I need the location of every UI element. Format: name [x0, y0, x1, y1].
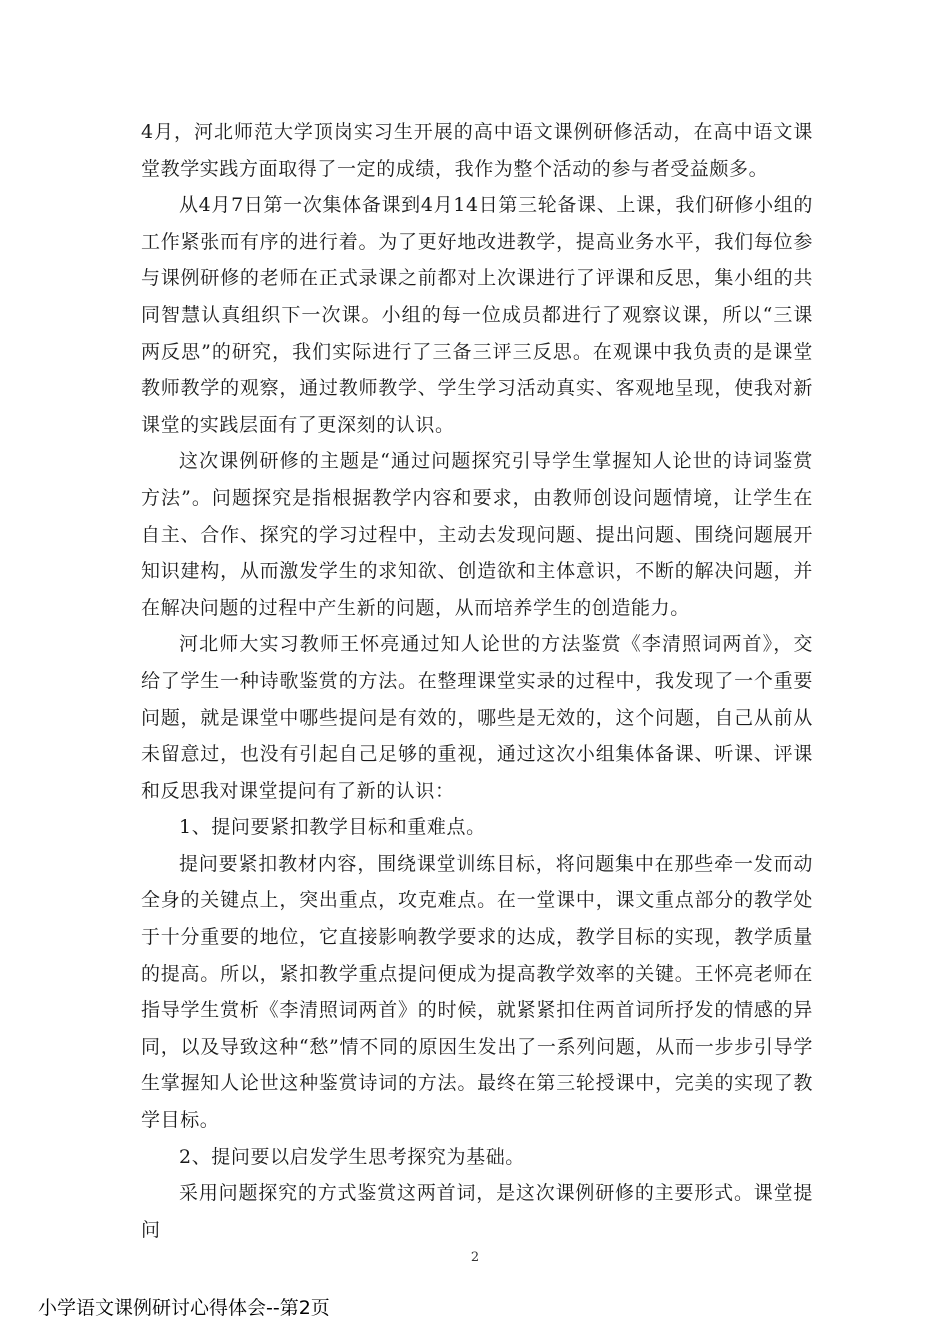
heading-point-1: 1、提问要紧扣教学目标和重难点。 — [179, 816, 486, 839]
paragraph-6: 采用问题探究的方式鉴赏这两首词，是这次课例研修的主要形式。课堂提问 — [141, 1182, 813, 1241]
page-number: 2 — [470, 1250, 480, 1265]
heading-point-2: 2、提问要以启发学生思考探究为基础。 — [179, 1145, 525, 1168]
paragraph-4: 河北师大实习教师王怀亮通过知人论世的方法鉴赏《李清照词两首》，交给了学生一种诗歌鉴赏的方法。在整理课堂实录的过程中，我发现了一个重要问题，就是课堂中哪些提问是有效的，哪些是无效的，这个问题，自己从前从未留意过，也没有引起自己足够的重视，通过这次小组集体备课、听课、评课和反思我对课堂提问有了新的认识： — [141, 633, 813, 802]
paragraph-3: 这次课例研修的主题是“通过问题探究引导学生掌握知人论世的诗词鉴赏方法”。问题探究是指根据教学内容和要求，由教师创设问题情境，让学生在自主、合作、探究的学习过程中，主动去发现问题、提出问题、围绕问题展开知识建构，从而激发学生的求知欲、创造欲和主体意识，不断的解决问题，并在解决问题的过程中产生新的问题，从而培养学生的创造能力。 — [141, 450, 813, 619]
paragraph-5: 提问要紧扣教材内容，围绕课堂训练目标，将问题集中在那些牵一发而动全身的关键点上，突出重点，攻克难点。在一堂课中，课文重点部分的教学处于十分重要的地位，它直接影响教学要求的达成，教学目标的实现，教学质量的提高。所以，紧扣教学重点提问便成为提高教学效率的关键。王怀亮老师在指导学生赏析《李清照词两首》的时候，就紧紧扣住两首词所抒发的情感的异同，以及导致这种“愁”情不同的原因生发出了一系列问题，从而一步步引导学生掌握知人论世这种鉴赏诗词的方法。最终在第三轮授课中，完美的实现了教学目标。 — [141, 852, 813, 1132]
paragraph-2: 从4月7日第一次集体备课到4月14日第三轮备课、上课，我们研修小组的工作紧张而有序的进行着。为了更好地改进教学，提高业务水平，我们每位参与课例研修的老师在正式录课之前都对上次课进行了评课和反思，集小组的共同智慧认真组织下一次课。小组的每一位成员都进行了观察议课，所以“三课两反思”的研究，我们实际进行了三备三评三反思。在观课中我负责的是课堂教师教学的观察，通过教师教学、学生学习活动真实、客观地呈现，使我对新课堂的实践层面有了更深刻的认识。 — [141, 194, 813, 436]
body-text — [141, 114, 813, 1248]
footer-title: 小学语文课例研讨心得体会--第2页 — [38, 1297, 330, 1319]
paragraph-1: 4月，河北师范大学顶岗实习生开展的高中语文课例研修活动，在高中语文课堂教学实践方面取得了一定的成绩，我作为整个活动的参与者受益颇多。 — [141, 121, 813, 180]
